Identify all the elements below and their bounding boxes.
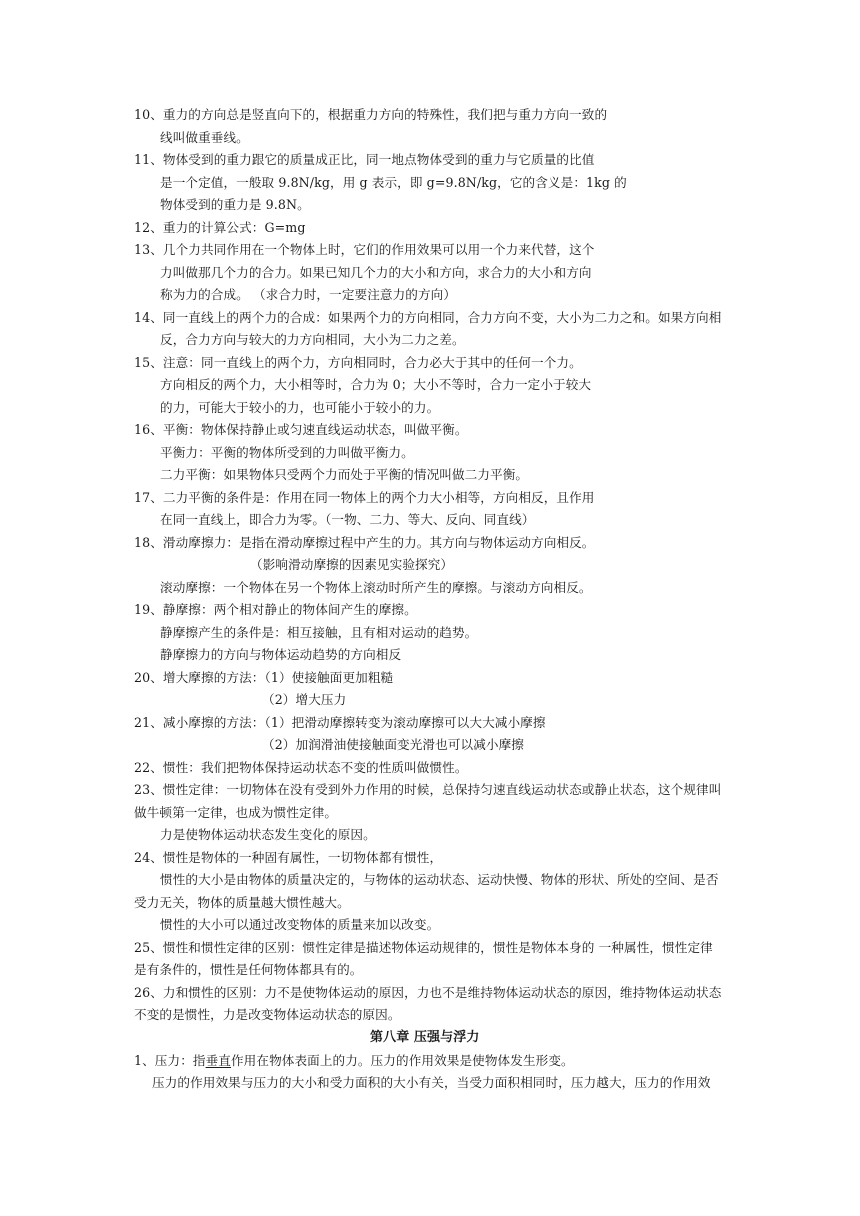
text-line: 物体受到的重力是 9.8N。 [160,197,310,212]
text-line: 惯性的大小是由物体的质量决定的，与物体的运动状态、运动快慢、物体的形状、所处的空间、是否 [160,872,719,887]
text-line: 18、滑动摩擦力：是指在滑动摩擦过程中产生的力。其方向与物体运动方向相反。 [134,535,595,550]
text-line: 20、增大摩擦的方法：（1）使接触面更加粗糙 [134,670,394,685]
text-line: 力叫做那几个力的合力。如果已知几个力的大小和方向，求合力的大小和方向 [160,265,592,280]
text-fragment: 1、压力：指 [134,1053,206,1068]
text-line: 静摩擦力的方向与物体运动趋势的方向相反 [160,647,402,662]
text-line: 滚动摩擦：一个物体在另一个物体上滚动时所产生的摩擦。与滚动方向相反。 [160,580,592,595]
text-line: 不变的是惯性，力是改变物体运动状态的原因。 [134,1007,401,1022]
text-line: 是一个定值，一般取 9.8N/kg，用 g 表示，即 g=9.8N/kg，它的含义是：1kg 的 [160,175,627,190]
text-line: 反，合力方向与较大的力方向相同，大小为二力之差。 [160,332,465,347]
text-line: 15、注意：同一直线上的两个力，方向相同时，合力必大于其中的任何一个力。 [134,355,582,370]
text-line: 11、物体受到的重力跟它的质量成正比，同一地点物体受到的重力与它质量的比值 [134,152,595,167]
text-line: 二力平衡：如果物体只受两个力而处于平衡的情况叫做二力平衡。 [160,467,529,482]
text-line: 24、惯性是物体的一种固有属性，一切物体都有惯性， [134,850,443,865]
text-line: 21、减小摩擦的方法：（1）把滑动摩擦转变为滚动摩擦可以大大减小摩擦 [134,715,546,730]
text-line: 10、重力的方向总是竖直向下的，根据重力方向的特殊性，我们把与重力方向一致的 [134,107,608,122]
text-line: （2）增大压力 [262,692,347,707]
text-line: 12、重力的计算公式：G=mg [134,220,306,235]
underlined-term: 垂直 [205,1053,231,1068]
text-line: 13、几个力共同作用在一个物体上时，它们的作用效果可以用一个力来代替，这个 [134,242,595,257]
text-line [134,1053,574,1069]
text-line: 静摩擦产生的条件是：相互接触，且有相对运动的趋势。 [160,625,478,640]
text-line: 14、同一直线上的两个力的合成：如果两个力的方向相同，合力方向不变，大小为二力之和。如果方向相 [134,310,722,325]
text-line: 惯性的大小可以通过改变物体的质量来加以改变。 [160,917,440,932]
text-line: 的力，可能大于较小的力，也可能小于较小的力。 [160,400,440,415]
text-line: 23、惯性定律：一切物体在没有受到外力作用的时候，总保持匀速直线运动状态或静止状态，这个规律叫 [134,782,722,797]
text-line: 压力的作用效果与压力的大小和受力面积的大小有关，当受力面积相同时，压力越大，压力的作用效 [152,1075,711,1090]
chapter-title: 第八章 压强与浮力 [370,1030,480,1045]
text-line: 平衡力：平衡的物体所受到的力叫做平衡力。 [160,445,414,460]
text-fragment: 作用在物体表面上的力。压力的作用效果是使物体发生形变。 [230,1053,574,1068]
text-line: 26、力和惯性的区别：力不是使物体运动的原因，力也不是维持物体运动状态的原因，维持物体运动状态 [134,985,722,1000]
text-line: 25、惯性和惯性定律的区别：惯性定律是描述物体运动规律的，惯性是物体本身的 一种属性，惯性定律 [134,940,713,955]
text-line: 力是使物体运动状态发生变化的原因。 [160,827,376,842]
text-line: 方向相反的两个力，大小相等时，合力为 0；大小不等时，合力一定小于较大 [160,377,592,392]
text-line: 称为力的合成。 （求合力时，一定要注意力的方向） [160,287,457,302]
text-line: 在同一直线上，即合力为零。（一物、二力、等大、反向、同直线） [160,512,535,527]
text-line: 是有条件的，惯性是任何物体都具有的。 [134,962,363,977]
text-line: 19、静摩擦：两个相对静止的物体间产生的摩擦。 [134,602,417,617]
text-line: 22、惯性：我们把物体保持运动状态不变的性质叫做惯性。 [134,760,468,775]
text-line: 受力无关，物体的质量越大惯性越大。 [134,895,350,910]
text-line: 16、平衡：物体保持静止或匀速直线运动状态，叫做平衡。 [134,422,468,437]
text-line: 做牛顿第一定律，也成为惯性定律。 [134,805,338,820]
text-line: 线叫做重垂线。 [160,130,249,145]
text-line: 17、二力平衡的条件是：作用在同一物体上的两个力大小相等，方向相反，且作用 [134,490,595,505]
text-line: （2）加润滑油使接触面变光滑也可以减小摩擦 [262,737,524,752]
text-line: （影响滑动摩擦的因素见实验探究） [250,557,454,572]
